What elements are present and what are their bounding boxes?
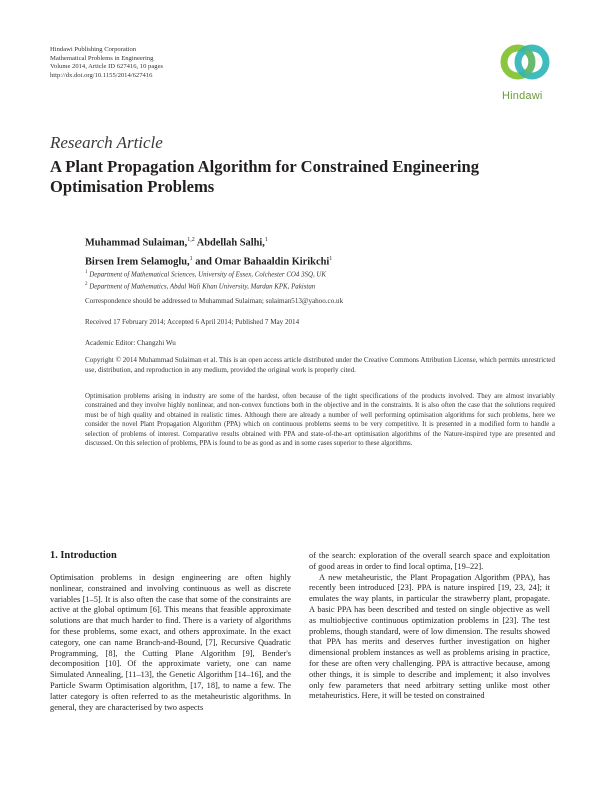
volume-info: Volume 2014, Article ID 627416, 10 pages <box>50 63 164 71</box>
paragraph: of the search: exploration of the overall search space and exploitation of good areas in order to find local optima, [19–22]. <box>309 551 550 571</box>
copyright-notice: Copyright © 2014 Muhammad Sulaiman et al. This is an open access article distributed under the Creative Commons Attribution License, which permits unrestricted use, distribution, and reproduction in any medium, provided the original work is properly cited. <box>85 356 555 374</box>
author-sup: 1,2 <box>187 237 195 243</box>
affiliation: $^1$ Department of Mathematical Sciences, University of Essex, Colchester CO4 3SQ, UK <box>85 270 326 279</box>
author-list <box>85 232 565 271</box>
body-column-right <box>309 551 550 702</box>
publisher: Hindawi Publishing Corporation <box>50 46 137 53</box>
journal-name: Mathematical Problems in Engineering <box>50 54 154 62</box>
author-name: Abdellah Salhi, <box>196 237 265 249</box>
author-line-1 <box>85 232 565 251</box>
correspondence: Correspondence should be addressed to Muhammad Sulaiman; sulaiman513@yahoo.co.uk <box>85 297 344 305</box>
author-name: Birsen Irem Selamoglu, <box>85 256 190 268</box>
affiliations <box>85 268 555 293</box>
author-name: and Omar Bahaaldin Kirikchi <box>195 256 330 268</box>
section-heading: 1. Introduction <box>50 550 117 561</box>
article-title: A Plant Propagation Algorithm for Constrained Engineering Optimisation Problems <box>50 157 479 196</box>
author-sup: 1 <box>329 256 333 263</box>
academic-editor: Academic Editor: Changzhi Wu <box>85 339 176 347</box>
author-sup: 1 <box>264 237 268 243</box>
publication-dates: Received 17 February 2014; Accepted 6 April 2014; Published 7 May 2014 <box>85 318 300 326</box>
hindawi-logo-icon <box>494 40 558 90</box>
article-type: Research Article <box>50 133 163 152</box>
hindawi-logo <box>494 40 558 108</box>
doi-link[interactable]: http://dx.doi.org/10.1155/2014/627416 <box>50 71 153 79</box>
paragraph: A new metaheuristic, the Plant Propagation Algorithm (PPA), has recently been introduced [23]. PPA is nature inspired [19, 23, 24]; it emulates the way plants, in particular the strawberry plant, propagate. A basic PPA has been described and tested on single objective as well as multiobjective continuous optimization problems in [23]. The test problems, though standard, were of low dimension. The results showed that PPA has merits and deserves further investigation on higher dimensional problem instances as well as problems arising in practice, for these are often very challenging. PPA is attractive because, among other things, it is simple to describe and implement; it also involves only few parameters that need arbitrary setting unlike most other metaheuristics. Here, it will be tested on constrained <box>309 572 550 701</box>
journal-header <box>50 46 163 80</box>
author-name: Muhammad Sulaiman, <box>85 237 188 249</box>
abstract: Optimisation problems arising in industry are some of the hardest, often because of the tight specifications of the products involved. They are almost invariably constrained and they involve highly nonlinear, and non-convex functions both in the objective and in the constraints. It is also often the case that the solutions required must be of high quality and obtained in realistic times. Although there are already a number of well performing optimisation algorithms for such problems, here we consider the novel Plant Propagation Algorithm (PPA) which on continuous problems seems to be very competitive. It is presented in a modified form to handle a selection of problems of interest. Comparative results obtained with PPA and state-of-the-art optimisation algorithms of the Nature-inspired type are presented and discussed. On this selection of problems, PPA is found to be as good as and in some cases superior to these algorithms. <box>85 393 555 448</box>
body-column-left <box>50 573 291 713</box>
paragraph: Optimisation problems in design engineering are often highly nonlinear, constrained and involving continuous as well as discrete variables [1–5]. It is also often the case that some of the constraints are active at the global optimum [6]. This means that feasible approximate solutions are that much harder to find. There is a variety of algorithms for these problems, some exact, and others approximate. In the exact category, one can name Branch-and-Bound, [7], Recursive Quadratic Programming, [8], the Cutting Plane Algorithm [9], Bender's decomposition [10]. Of the approximate variety, one can name Simulated Annealing, [11–13], the Genetic Algorithm [14–16], and the Particle Swarm Optimisation algorithm, [17, 18], to name a few. The latter category is often referred to as the metaheuristic algorithms. In general, they are characterised by two aspects <box>50 573 291 712</box>
author-sup: 1 <box>189 256 193 263</box>
affiliation: $^2$ Department of Mathematics, Abdul Wali Khan University, Mardan KPK, Pakistan <box>85 282 316 291</box>
logo-text: Hindawi <box>502 90 543 102</box>
